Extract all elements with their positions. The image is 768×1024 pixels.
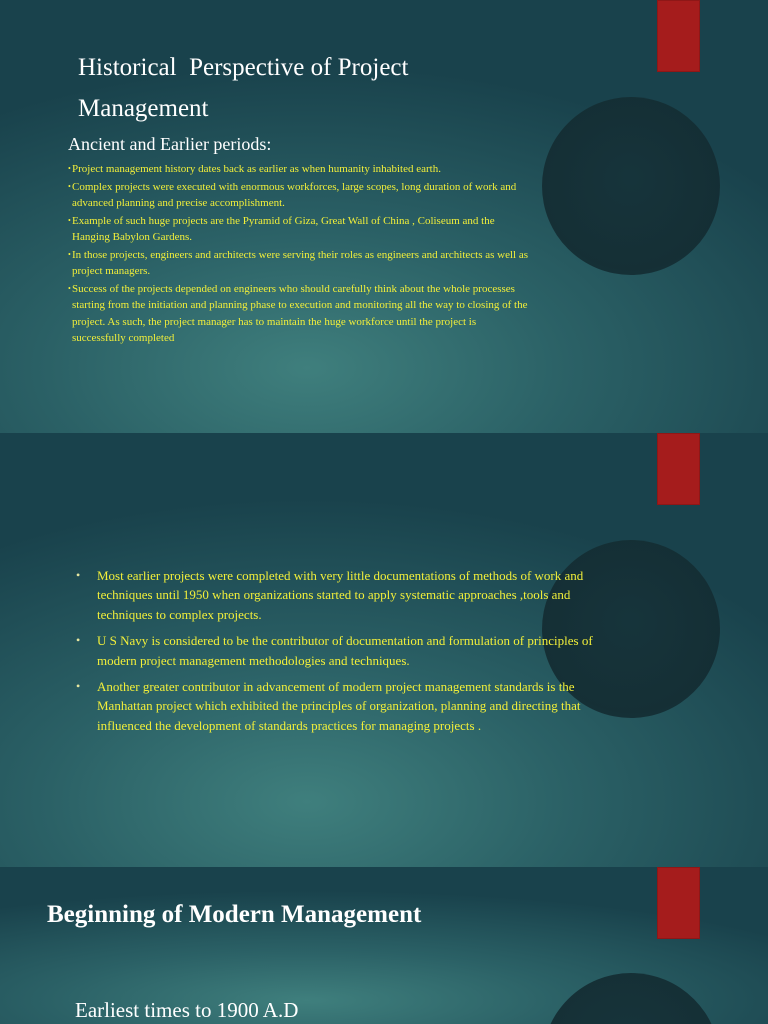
decorative-circle [542, 97, 720, 275]
bullet-icon: • [68, 215, 71, 225]
list-item [72, 566, 628, 624]
bullet-icon: • [68, 249, 71, 259]
slide-1-subtitle: Ancient and Earlier periods: [68, 134, 272, 154]
bullet-icon: • [68, 164, 71, 173]
slide-3-subtitle: Earliest times to 1900 A.D [75, 998, 299, 1022]
list-item-text: Success of the projects depended on engineers who should carefully think about the whole processes starting from the initiation and planning phase to execution and monitoring all the way to closing of the project. As such, the project manager has to maintain the huge workforce until the project is successfully completed [72, 282, 528, 344]
list-item [72, 631, 628, 670]
slide-3-title: Beginning of Modern Management [47, 901, 422, 928]
bullet-icon: • [68, 283, 71, 293]
slide-2 [0, 433, 768, 867]
list-item [68, 179, 530, 212]
bullet-icon: • [76, 633, 81, 648]
bullet-icon: • [68, 181, 71, 191]
list-item [68, 213, 530, 246]
bullet-icon: • [76, 679, 81, 694]
slide-1-bullet-list [68, 161, 530, 348]
red-accent-bar [657, 867, 700, 939]
list-item [68, 247, 530, 280]
list-item [68, 281, 530, 347]
slide-3 [0, 867, 768, 1024]
list-item [72, 677, 628, 735]
list-item-text: U S Navy is considered to be the contributor of documentation and formulation of principles of modern project management methodologies and techniques. [97, 633, 593, 668]
red-accent-bar [657, 0, 700, 72]
list-item-text: Project management history dates back as earlier as when humanity inhabited earth. [72, 163, 441, 175]
list-item-text: In those projects, engineers and architects were serving their roles as engineers and architects as well as project managers. [72, 248, 529, 277]
list-item [68, 161, 530, 178]
list-item-text: Complex projects were executed with enormous workforces, large scopes, long duration of work and advanced planning and precise accomplishment. [72, 180, 517, 209]
slide-2-bullet-list [72, 566, 628, 742]
bullet-icon: • [76, 568, 81, 582]
list-item-text: Example of such huge projects are the Pyramid of Giza, Great Wall of China , Coliseum and the Hanging Babylon Gardens. [72, 214, 495, 243]
slide-1 [0, 0, 768, 433]
slide-1-title: Historical Perspective of Project Management [78, 54, 409, 122]
red-accent-bar [657, 433, 700, 505]
decorative-circle [542, 973, 720, 1024]
list-item-text: Most earlier projects were completed with very little documentations of methods of work and techniques until 1950 when organizations started to apply systematic approaches ,tools and techniques to complex projects. [97, 568, 584, 622]
list-item-text: Another greater contributor in advancement of modern project management standards is the Manhattan project which exhibited the principles of organization, planning and directing that influenced the development of standards practices for managing projects . [97, 679, 581, 733]
